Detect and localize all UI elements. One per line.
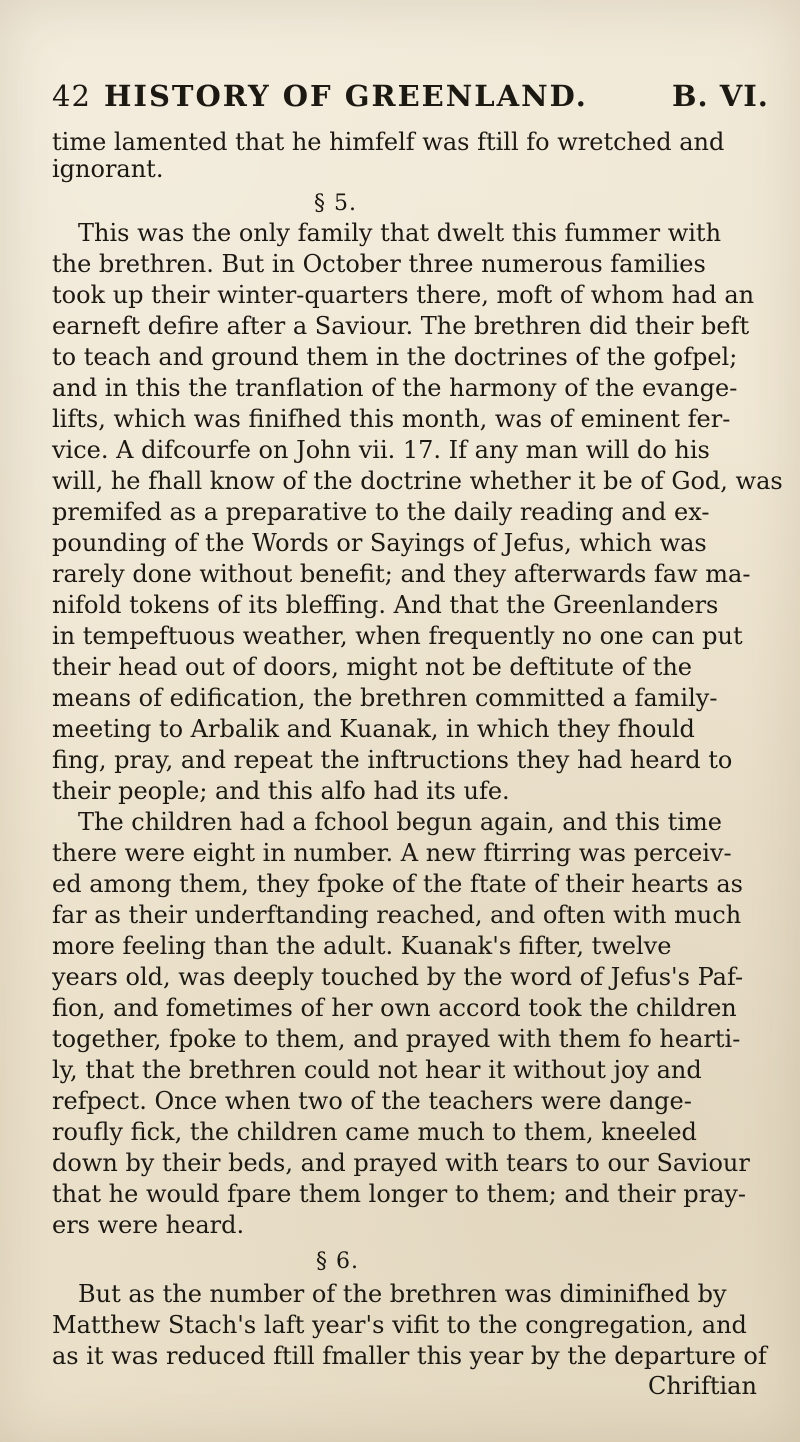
text-line: Matthew Stach's laft year's vifit to the congregation, and bbox=[52, 1311, 747, 1339]
text-line: and in this the tranflation of the harmony of the evange- bbox=[52, 374, 738, 402]
text-line: down by their beds, and prayed with tears to our Saviour bbox=[52, 1149, 750, 1177]
text-line: But as the number of the brethren was diminifhed by bbox=[78, 1280, 727, 1308]
page-number: 42 bbox=[52, 79, 91, 113]
text-line: far as their underftanding reached, and often with much bbox=[52, 901, 742, 929]
text-line: more feeling than the adult. Kuanak's fifter, twelve bbox=[52, 932, 672, 960]
catchword: Chriftian bbox=[648, 1372, 757, 1400]
text-line: took up their winter-quarters there, moft of whom had an bbox=[52, 281, 755, 309]
page-header bbox=[52, 77, 772, 115]
text-line: fing, pray, and repeat the inftructions they had heard to bbox=[52, 746, 733, 774]
text-line: earneft defire after a Saviour. The brethren did their beft bbox=[52, 312, 750, 340]
text-line: ed among them, they fpoke of the ftate of their hearts as bbox=[52, 870, 743, 898]
text-line: means of edification, the brethren committed a family- bbox=[52, 684, 718, 712]
text-line: ignorant. bbox=[52, 155, 164, 183]
text-line: will, he fhall know of the doctrine whether it be of God, was bbox=[52, 467, 783, 495]
text-line: there were eight in number. A new ftirring was perceiv- bbox=[52, 839, 732, 867]
text-line: roufly fick, the children came much to them, kneeled bbox=[52, 1118, 697, 1146]
text-line: in tempeftuous weather, when frequently no one can put bbox=[52, 622, 743, 650]
text-line: nifold tokens of its bleffing. And that the Greenlanders bbox=[52, 591, 719, 619]
text-line: to teach and ground them in the doctrines of the gofpel; bbox=[52, 343, 738, 371]
text-line: premifed as a preparative to the daily reading and ex- bbox=[52, 498, 710, 526]
text-line: The children had a fchool begun again, and this time bbox=[78, 808, 722, 836]
text-line: ers were heard. bbox=[52, 1211, 245, 1239]
book-reference: B. VI. bbox=[672, 79, 769, 113]
section-marker: § 5. bbox=[314, 191, 357, 216]
text-line: This was the only family that dwelt this fummer with bbox=[78, 219, 722, 247]
section-marker: § 6. bbox=[316, 1249, 359, 1274]
text-line: meeting to Arbalik and Kuanak, in which they fhould bbox=[52, 715, 695, 743]
text-line: their people; and this alfo had its ufe. bbox=[52, 777, 510, 805]
text-line: their head out of doors, might not be deftitute of the bbox=[52, 653, 693, 681]
text-line: pounding of the Words or Sayings of Jefus, which was bbox=[52, 529, 707, 557]
running-head: HISTORY OF GREENLAND. bbox=[104, 79, 588, 113]
text-line: ly, that the brethren could not hear it without joy and bbox=[52, 1056, 702, 1084]
text-line: years old, was deeply touched by the word of Jefus's Paf- bbox=[52, 963, 744, 991]
text-line: the brethren. But in October three numerous families bbox=[52, 250, 706, 278]
text-line: together, fpoke to them, and prayed with them fo hearti- bbox=[52, 1025, 741, 1053]
text-line: time lamented that he himfelf was ftill fo wretched and bbox=[52, 128, 725, 156]
text-line: rarely done without benefit; and they afterwards faw ma- bbox=[52, 560, 751, 588]
text-line: as it was reduced ftill fmaller this year by the departure of bbox=[52, 1342, 767, 1370]
text-line: fion, and fometimes of her own accord took the children bbox=[52, 994, 737, 1022]
text-line: that he would fpare them longer to them; and their pray- bbox=[52, 1180, 747, 1208]
text-line: refpect. Once when two of the teachers were dange- bbox=[52, 1087, 692, 1115]
text-line: vice. A difcourfe on John vii. 17. If any man will do his bbox=[52, 436, 710, 464]
text-line: lifts, which was finifhed this month, was of eminent fer- bbox=[52, 405, 731, 433]
